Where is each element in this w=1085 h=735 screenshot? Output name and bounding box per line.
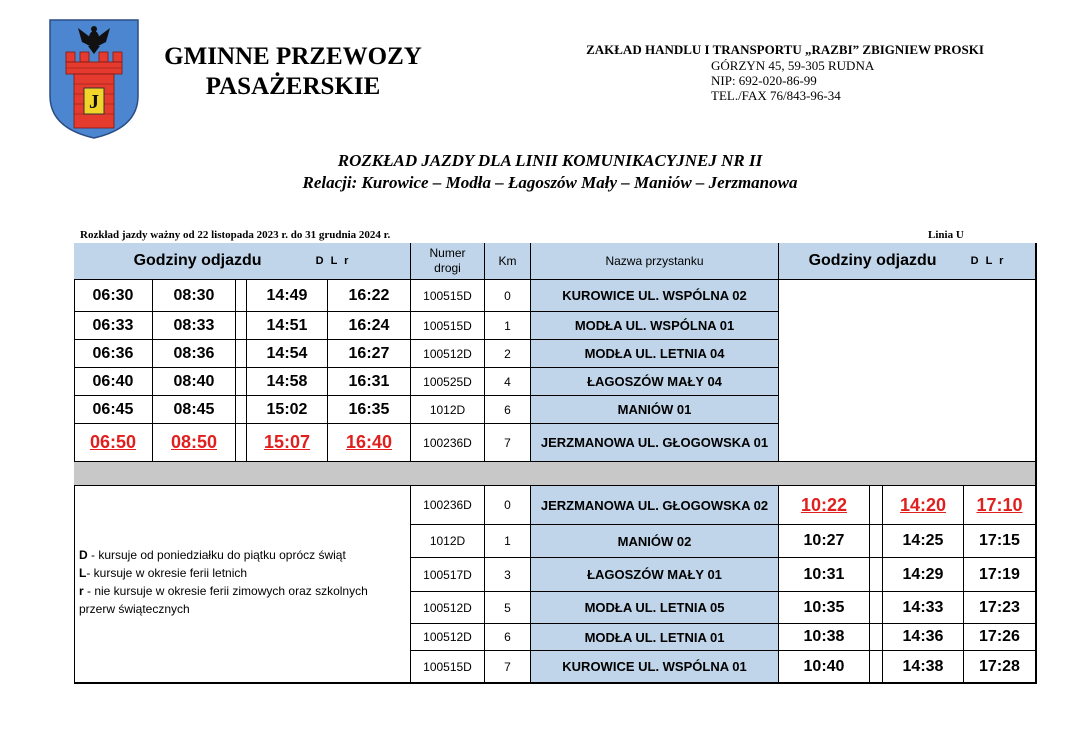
departure-time: 10:31 (779, 558, 870, 592)
km-value: 1 (485, 525, 531, 558)
departure-time: 17:10 (964, 486, 1036, 525)
stop-name: MODŁA UL. LETNIA 01 (531, 624, 779, 651)
departure-time: 08:45 (153, 396, 236, 424)
legend (74, 486, 410, 618)
stop-name: KUROWICE UL. WSPÓLNA 02 (531, 280, 779, 312)
km-value: 2 (485, 340, 531, 368)
stop-name: MODŁA UL. LETNIA 05 (531, 592, 779, 624)
company-address: GÓRZYN 45, 59-305 RUDNA (711, 58, 875, 73)
road-number: 100236D (411, 424, 485, 462)
road-number: 100512D (411, 340, 485, 368)
company-info (560, 42, 1010, 103)
spacer-cell (870, 525, 883, 558)
departure-time: 16:24 (328, 312, 411, 340)
departure-time: 06:36 (74, 340, 153, 368)
stop-name: JERZMANOWA UL. GŁOGOWSKA 02 (531, 486, 779, 525)
departure-time: 17:23 (964, 592, 1036, 624)
departure-time: 16:35 (328, 396, 411, 424)
legend-text: - kursuje w okresie ferii letnich (86, 566, 248, 580)
legend-text: - nie kursuje w okresie ferii zimowych oraz szkolnych przerw świątecznych (79, 584, 368, 616)
km-value: 6 (485, 396, 531, 424)
km-value: 7 (485, 651, 531, 683)
departure-time: 10:35 (779, 592, 870, 624)
legend-key: L (79, 566, 87, 580)
spacer-cell (236, 396, 247, 424)
spacer-cell (236, 340, 247, 368)
departure-time: 14:58 (247, 368, 328, 396)
coat-of-arms-logo (48, 18, 140, 140)
km-value: 5 (485, 592, 531, 624)
departure-time: 08:33 (153, 312, 236, 340)
header-departures-label: Godziny odjazdu (133, 252, 262, 269)
legend-item (79, 582, 402, 618)
spacer-cell (870, 651, 883, 683)
departure-time: 17:26 (964, 624, 1036, 651)
road-number: 100525D (411, 368, 485, 396)
road-number: 100512D (411, 592, 485, 624)
stop-name: MANIÓW 01 (531, 396, 779, 424)
brand-title (152, 42, 434, 102)
km-value: 3 (485, 558, 531, 592)
departure-time: 10:38 (779, 624, 870, 651)
departure-time: 08:30 (153, 280, 236, 312)
header-road-number: Numer drogi (411, 243, 485, 280)
stop-name: ŁAGOSZÓW MAŁY 04 (531, 368, 779, 396)
schedule-title-line-1: ROZKŁAD JAZDY DLA LINII KOMUNIKACYJNEJ NR II (337, 151, 763, 170)
departure-time: 14:54 (247, 340, 328, 368)
departure-time: 15:07 (247, 424, 328, 462)
road-number: 100515D (411, 280, 485, 312)
departure-time: 10:40 (779, 651, 870, 683)
stop-name: KUROWICE UL. WSPÓLNA 01 (531, 651, 779, 683)
road-number: 100512D (411, 624, 485, 651)
departure-time: 06:45 (74, 396, 153, 424)
departure-time: 16:40 (328, 424, 411, 462)
header-dlr-label: D L r (315, 255, 351, 267)
company-phone: TEL./FAX 76/843-96-34 (711, 88, 841, 103)
departure-time: 06:33 (74, 312, 153, 340)
spacer-cell (236, 424, 247, 462)
header-departures-label: Godziny odjazdu (808, 252, 937, 269)
stop-name: JERZMANOWA UL. GŁOGOWSKA 01 (531, 424, 779, 462)
empty-return-block (779, 280, 1036, 462)
road-number: 100517D (411, 558, 485, 592)
departure-time: 14:49 (247, 280, 328, 312)
company-nip: NIP: 692-020-86-99 (711, 73, 817, 88)
header-dlr-label: D L r (970, 255, 1006, 267)
spacer-cell (236, 312, 247, 340)
departure-time: 10:27 (779, 525, 870, 558)
stop-name: ŁAGOSZÓW MAŁY 01 (531, 558, 779, 592)
spacer-cell (870, 558, 883, 592)
validity-note: Rozkład jazdy ważny od 22 listopada 2023 r. do 31 grudnia 2024 r. (80, 229, 391, 241)
spacer-cell (870, 592, 883, 624)
spacer-cell (870, 624, 883, 651)
spacer-cell (870, 486, 883, 525)
line-label: Linia U (928, 229, 964, 241)
stop-name: MANIÓW 02 (531, 525, 779, 558)
road-number: 1012D (411, 396, 485, 424)
brand-line-1: GMINNE PRZEWOZY (164, 43, 422, 70)
company-name: ZAKŁAD HANDLU I TRANSPORTU „RAZBI” ZBIGNIEW PROSKI (586, 42, 984, 57)
legend-text: - kursuje od poniedziałku do piątku oprócz świąt (87, 548, 346, 562)
schedule-title-line-2: Relacji: Kurowice – Modła – Łagoszów Mały – Maniów – Jerzmanowa (302, 173, 798, 192)
departure-time: 08:36 (153, 340, 236, 368)
km-value: 0 (485, 280, 531, 312)
coat-letter: J (89, 91, 99, 113)
road-number: 100515D (411, 312, 485, 340)
legend-block (74, 486, 411, 683)
departure-time: 17:19 (964, 558, 1036, 592)
km-value: 4 (485, 368, 531, 396)
departure-time: 17:15 (964, 525, 1036, 558)
road-number: 100236D (411, 486, 485, 525)
departure-time: 15:02 (247, 396, 328, 424)
departure-time: 14:36 (883, 624, 964, 651)
departure-time: 17:28 (964, 651, 1036, 683)
legend-key: r (79, 584, 84, 598)
departure-time: 14:20 (883, 486, 964, 525)
header-km: Km (485, 243, 531, 280)
schedule-title (0, 150, 1085, 194)
km-value: 1 (485, 312, 531, 340)
departure-time: 06:30 (74, 280, 153, 312)
header-stop-name: Nazwa przystanku (531, 243, 779, 280)
km-value: 7 (485, 424, 531, 462)
departure-time: 16:27 (328, 340, 411, 368)
legend-item (79, 564, 402, 582)
departure-time: 08:40 (153, 368, 236, 396)
road-number: 100515D (411, 651, 485, 683)
departure-time: 14:25 (883, 525, 964, 558)
departure-time: 14:33 (883, 592, 964, 624)
spacer-cell (236, 368, 247, 396)
brand-line-2: PASAŻERSKIE (205, 73, 381, 100)
departure-time: 16:22 (328, 280, 411, 312)
header-departures-right (779, 243, 1036, 280)
legend-key: D (79, 548, 88, 562)
legend-item (79, 546, 402, 564)
departure-time: 14:29 (883, 558, 964, 592)
stop-name: MODŁA UL. LETNIA 04 (531, 340, 779, 368)
departure-time: 14:51 (247, 312, 328, 340)
spacer-cell (236, 280, 247, 312)
departure-time: 06:50 (74, 424, 153, 462)
departure-time: 06:40 (74, 368, 153, 396)
section-separator (74, 462, 1036, 486)
departure-time: 14:38 (883, 651, 964, 683)
departure-time: 10:22 (779, 486, 870, 525)
header-departures-left (74, 243, 411, 280)
km-value: 0 (485, 486, 531, 525)
departure-time: 16:31 (328, 368, 411, 396)
km-value: 6 (485, 624, 531, 651)
departure-time: 08:50 (153, 424, 236, 462)
stop-name: MODŁA UL. WSPÓLNA 01 (531, 312, 779, 340)
road-number: 1012D (411, 525, 485, 558)
